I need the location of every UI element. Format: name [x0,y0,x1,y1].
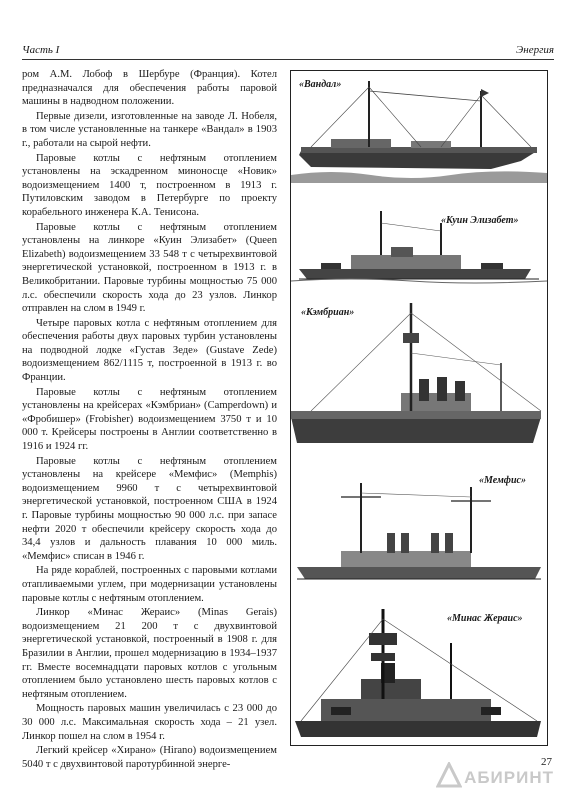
ship-illustrations [290,70,548,746]
minas-panel [291,603,547,747]
memphis-ship-drawing [291,463,547,603]
paragraph: Линкор «Минас Жераис» (Minas Gerais) водоизмещением 21 200 т с двухвинтовой энергетической установкой, построенный в 1908 г. для Бразилии в Англии, прошел модернизацию в 1934–1937 гг. Вместе восемнадцати паровых котлов с угольным отоплением было установлено шесть паровых котлов с нефтяным отоплением. [22,607,277,700]
memphis-caption: «Мемфис» [479,475,526,486]
cambrian-caption: «Кэмбриан» [301,307,355,318]
queen-ship-drawing [291,193,547,293]
queen-caption: «Куин Элизабет» [441,215,519,226]
vandal-panel [291,71,547,193]
paragraph: На ряде кораблей, построенных с паровыми котлами отапливаемыми углем, при модернизации установлены паровые котлы с нефтяным отоплением. [22,565,277,604]
vandal-caption: «Вандал» [299,79,342,90]
labirint-logo-icon [436,762,462,788]
page-number: 27 [541,756,552,768]
paragraph: Паровые котлы с нефтяным отоплением установлены на крейсерах «Кэмбриан» (Camperdown) и «Фробишер» (Frobisher) водоизмещением 3750 т и 10 000 т. Крейсеры построены в Англии соответственно в 1916 и 1924 гг. [22,386,277,453]
paragraph: Первые дизели, изготовленные на заводе Л. Нобеля, в том числе установленные на танкере «Вандал» в 1903 г., работали на сырой нефти. [22,110,277,149]
header-section: Энергия [516,44,554,56]
minas-ship-drawing [291,603,547,747]
paragraph: Мощность паровых машин увеличилась с 23 000 до 30 000 л.с. Максимальная скорость хода – 21 узел. Линкор пошел на слом в 1954 г. [22,703,277,742]
running-header [22,42,554,60]
paragraph: Легкий крейсер «Хирано» (Hirano) водоизмещением 5040 т с двухвинтовой паротурбинной энерге- [22,745,277,770]
queen-panel [291,193,547,293]
watermark: АБИРИНТ [464,768,554,787]
header-part: Часть I [22,44,60,56]
paragraph: Паровые котлы с нефтяным отоплением установлены на крейсере «Мемфис» (Memphis) водоизмещением 9960 т с четырехвинтовой энергетической установкой, построенном США в 1924 г. Паровые турбины мощностью 90 000 л.с. при запасе нефти 2020 т обеспечили крейсеру скорость хода до 34,4 узлов и дальность плавания 10 000 миль. «Мемфис» списан в 1946 г. [22,455,277,562]
minas-caption: «Минас Жераис» [447,613,523,624]
cambrian-ship-drawing [291,293,547,463]
paragraph: Четыре паровых котла с нефтяным отоплением для обеспечения работы двух паровых турбин установлены на подводной лодке «Густав Зеде» (Gustave Zede) водоизмещением 862/1115 т, построенной в 1913 г. во Франции. [22,317,277,384]
paragraph: Паровые котлы с нефтяным отоплением установлены на эскадренном миноносце «Новик» водоизмещением 1400 т, построенном в 1913 г. Путиловским заводом в Петербурге по проекту корабельного инженера К.А. Тенисона. [22,152,277,218]
memphis-panel [291,463,547,603]
paragraph: ром А.М. Лобоф в Шербуре (Франция). Котел предназначался для обеспечения работы паровой машины в надводном положении. [22,69,277,108]
cambrian-panel [291,293,547,463]
vandal-ship-drawing [291,71,547,193]
text-column [22,68,277,772]
paragraph: Паровые котлы с нефтяным отоплением установлены на линкоре «Куин Элизабет» (Queen Elizabeth) водоизмещением 33 548 т с четырехвинтовой энергетической установкой, построенном в 1913 г. в Великобритании. Паровые турбины мощностью 75 000 л.с. обеспечили скорость хода до 23 узлов. Линкор отправлен на слом в 1949 г. [22,221,277,315]
